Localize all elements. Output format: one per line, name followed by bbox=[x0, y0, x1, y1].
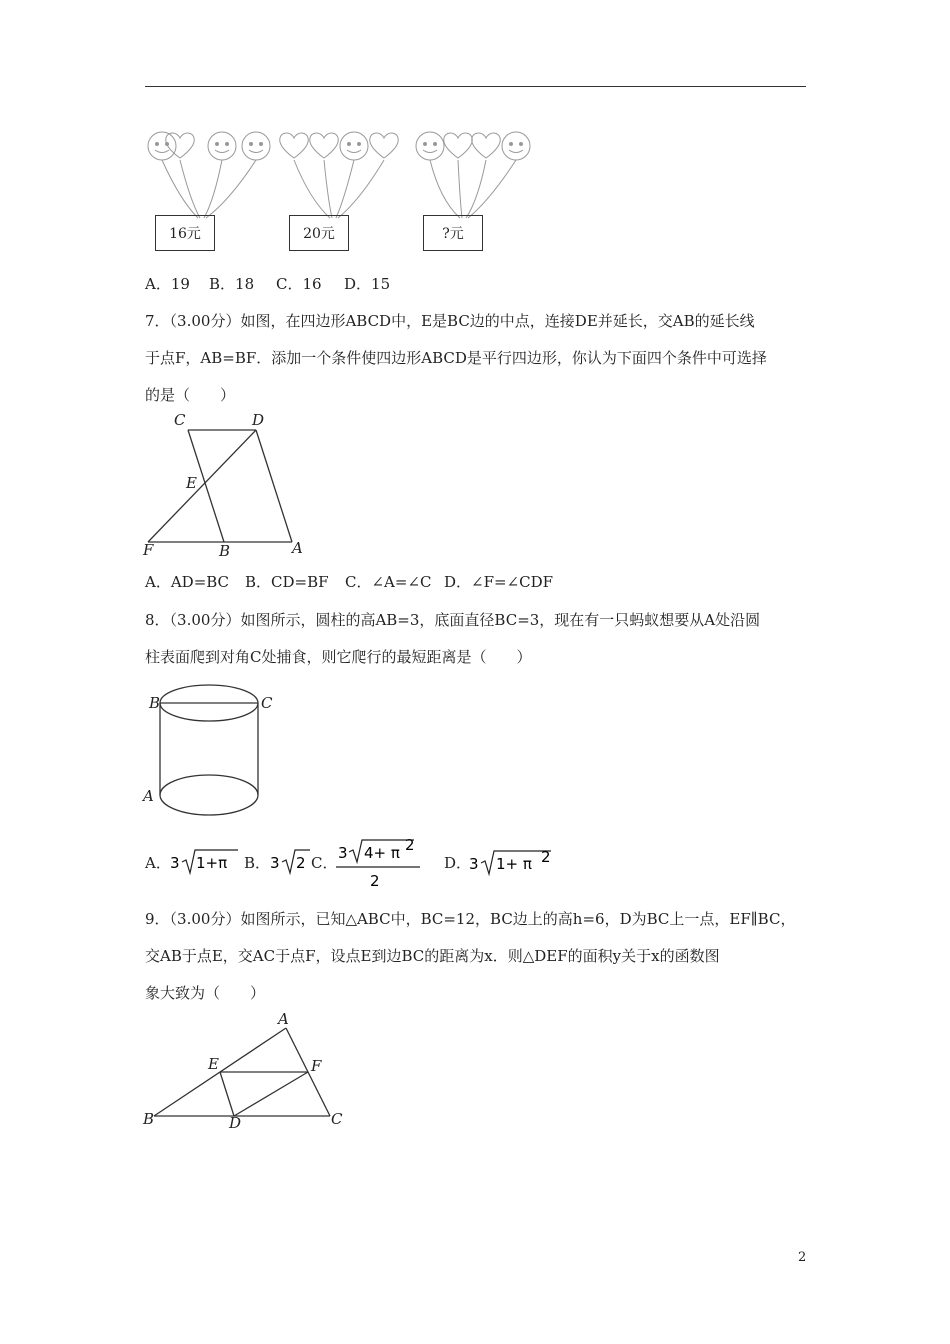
q8-option-a-label: A． bbox=[145, 854, 171, 872]
q7-label-f: F bbox=[143, 541, 154, 559]
q8-option-a-radical bbox=[168, 846, 240, 878]
price-box-1: 16元 bbox=[155, 215, 215, 251]
q9-label-c: C bbox=[331, 1110, 343, 1128]
q8-line-1: 8．（3.00分）如图所示，圆柱的高AB=3，底面直径BC=3，现在有一只蚂蚁想要从A处沿圆 bbox=[145, 611, 761, 629]
q8-a-coef: 3 bbox=[170, 854, 180, 872]
q8-label-a: A bbox=[143, 787, 154, 805]
q9-label-a: A bbox=[278, 1010, 289, 1028]
q7-label-d: D bbox=[252, 411, 265, 429]
q9-line-1: 9．（3.00分）如图所示，已知△ABC中，BC=12，BC边上的高h=6，D为BC上一点，EF∥BC， bbox=[145, 910, 796, 928]
q8-cylinder-figure bbox=[150, 680, 273, 820]
q8-option-c-label: C． bbox=[311, 854, 338, 872]
q8-c-den: 2 bbox=[370, 872, 380, 890]
q7-label-c: C bbox=[174, 411, 186, 429]
q9-label-d: D bbox=[229, 1114, 242, 1132]
q9-label-b: B bbox=[143, 1110, 155, 1128]
q7-option-b: B．CD=BF bbox=[245, 573, 329, 591]
q7-option-a: A．AD=BC bbox=[145, 573, 230, 591]
page-number: 2 bbox=[798, 1250, 807, 1265]
q7-label-a: A bbox=[292, 539, 303, 557]
q6-option-c: C．16 bbox=[276, 275, 322, 293]
q8-option-c-fraction bbox=[334, 834, 424, 890]
q9-line-3: 象大致为（ ） bbox=[145, 984, 266, 1002]
q8-label-b: B bbox=[149, 694, 161, 712]
header-rule bbox=[145, 86, 806, 87]
q7-line-3: 的是（ ） bbox=[145, 386, 236, 404]
q7-line-2: 于点F，AB=BF．添加一个条件使四边形ABCD是平行四边形，你认为下面四个条件中可选择 bbox=[145, 349, 767, 367]
q8-d-exp: 2 bbox=[541, 848, 551, 866]
q7-line-1: 7．（3.00分）如图，在四边形ABCD中，E是BC边的中点，连接DE并延长，交AB的延长线 bbox=[145, 312, 755, 330]
q8-b-coef: 3 bbox=[270, 854, 280, 872]
q8-option-b-radical bbox=[268, 846, 312, 878]
q8-c-coef: 3 bbox=[338, 844, 348, 862]
q7-label-e: E bbox=[186, 474, 197, 492]
q8-c-rad: 4+ π bbox=[364, 844, 400, 862]
q6-option-a: A．19 bbox=[145, 275, 190, 293]
q7-option-d: D．∠F=∠CDF bbox=[444, 573, 554, 591]
q8-d-coef: 3 bbox=[469, 855, 479, 873]
q8-c-exp: 2 bbox=[405, 836, 415, 854]
q8-a-rad: 1+π bbox=[196, 854, 228, 872]
q8-label-c: C bbox=[261, 694, 273, 712]
q8-d-rad: 1+ π bbox=[496, 855, 532, 873]
price-box-3: ?元 bbox=[423, 215, 483, 251]
price-box-2: 20元 bbox=[289, 215, 349, 251]
q7-label-b: B bbox=[219, 542, 231, 560]
q8-line-2: 柱表面爬到对角C处捕食，则它爬行的最短距离是（ ） bbox=[145, 648, 532, 666]
q9-triangle-figure bbox=[140, 1010, 350, 1140]
q6-option-b: B．18 bbox=[209, 275, 255, 293]
q6-option-d: D．15 bbox=[344, 275, 391, 293]
q9-label-e: E bbox=[208, 1055, 219, 1073]
q9-label-f: F bbox=[311, 1057, 322, 1075]
q7-option-c: C．∠A=∠C bbox=[345, 573, 432, 591]
q8-b-rad: 2 bbox=[296, 854, 306, 872]
q9-line-2: 交AB于点E，交AC于点F，设点E到边BC的距离为x．则△DEF的面积y关于x的函数图 bbox=[145, 947, 720, 965]
q8-option-d-radical bbox=[467, 844, 553, 878]
q8-option-b-label: B． bbox=[244, 854, 271, 872]
q8-option-d-label: D． bbox=[444, 854, 472, 872]
